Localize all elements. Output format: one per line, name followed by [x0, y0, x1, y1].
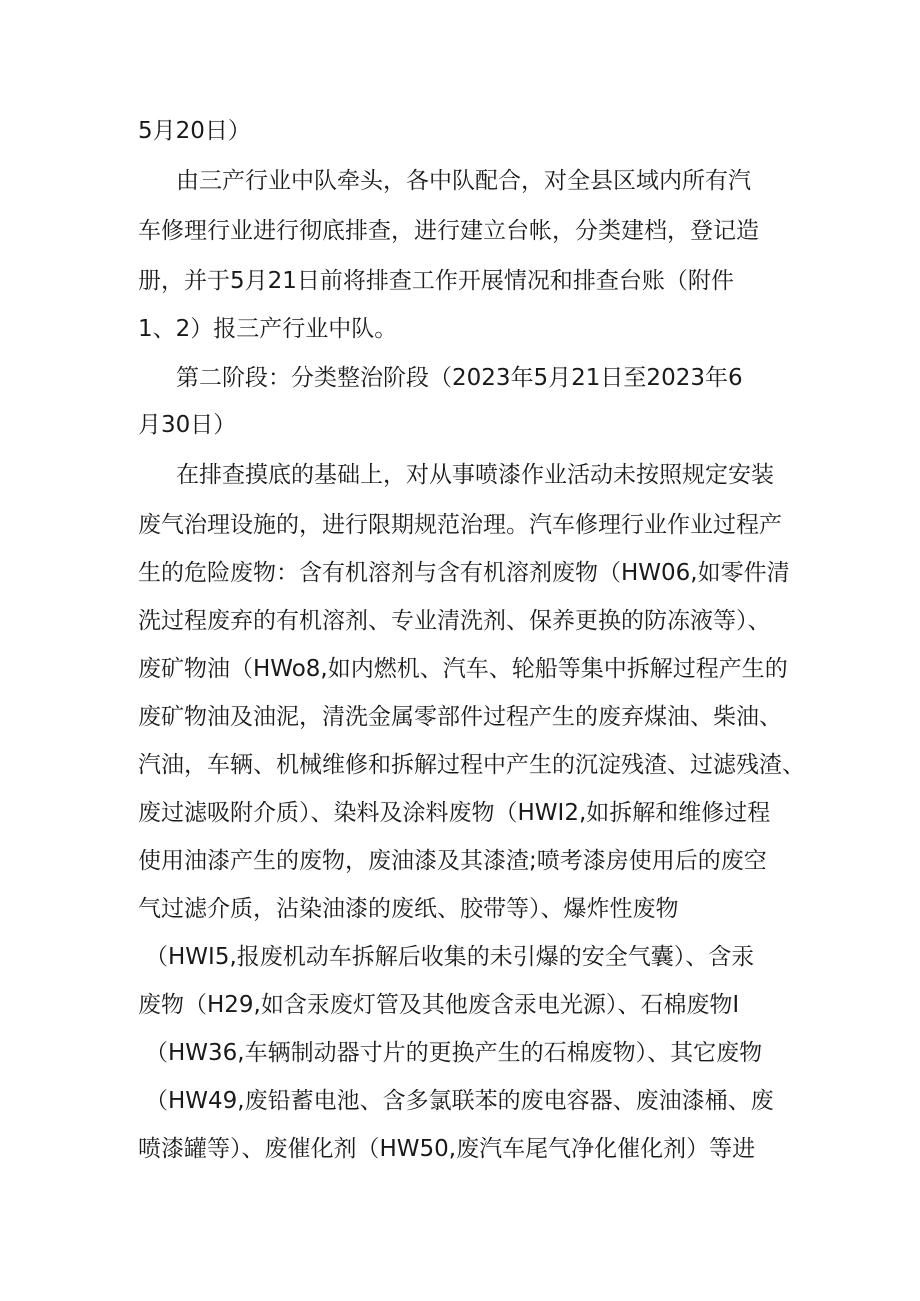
paragraph-line: 废气治理设施的，进行限期规范治理。汽车修理行业作业过程产: [138, 512, 782, 538]
paragraph-line: 废矿物油及油泥，清洗金属零部件过程产生的废弃煤油、柴油、: [138, 704, 782, 730]
paragraph-line: 废矿物油（HWo8,如内燃机、汽车、轮船等集中拆解过程产生的: [138, 656, 788, 682]
section-heading: 第二阶段：分类整治阶段（2023年5月21日至2023年6: [176, 365, 743, 391]
paragraph-line: （HWI5,报废机动车拆解后收集的未引爆的安全气囊）、含汞: [145, 944, 755, 970]
text-line: 5月20日）: [138, 118, 251, 144]
paragraph-line: 在排查摸底的基础上，对从事喷漆作业活动未按照规定安装: [176, 462, 774, 488]
paragraph-line: 汽油，车辆、机械维修和拆解过程中产生的沉淀残渣、过滤残渣、: [138, 752, 805, 778]
paragraph-line: 气过滤介质，沾染油漆的废纸、胶带等）、爆炸性废物: [138, 896, 679, 922]
section-heading: 月30日）: [138, 412, 237, 438]
paragraph-line: 册，并于5月21日前将排查工作开展情况和排查台账（附件: [138, 268, 734, 294]
paragraph-line: 废物（H29,如含汞废灯管及其他废含汞电光源）、石棉废物I: [138, 992, 740, 1018]
paragraph-line: 使用油漆产生的废物，废油漆及其漆渣;喷考漆房使用后的废空: [138, 848, 767, 874]
paragraph-line: 喷漆罐等）、废催化剂（HW50,废汽车尾气净化催化剂）等进: [138, 1136, 756, 1162]
paragraph-line: （HW36,车辆制动器寸片的更换产生的石棉废物）、其它废物: [145, 1040, 763, 1066]
paragraph-line: 由三产行业中队牵头，各中队配合，对全县区域内所有汽: [176, 168, 751, 194]
paragraph-line: 废过滤吸附介质）、染料及涂料废物（HWI2,如拆解和维修过程: [138, 800, 771, 826]
paragraph-line: 生的危险废物：含有机溶剂与含有机溶剂废物（HW06,如零件清: [138, 560, 790, 586]
paragraph-line: 1、2）报三产行业中队。: [138, 316, 398, 342]
paragraph-line: 洗过程废弃的有机溶剂、专业清洗剂、保养更换的防冻液等）、: [138, 608, 771, 634]
paragraph-line: （HW49,废铅蓄电池、含多氯联苯的废电容器、废油漆桶、废: [145, 1088, 774, 1114]
paragraph-line: 车修理行业进行彻底排查，进行建立台帐，分类建档，登记造: [138, 218, 759, 244]
